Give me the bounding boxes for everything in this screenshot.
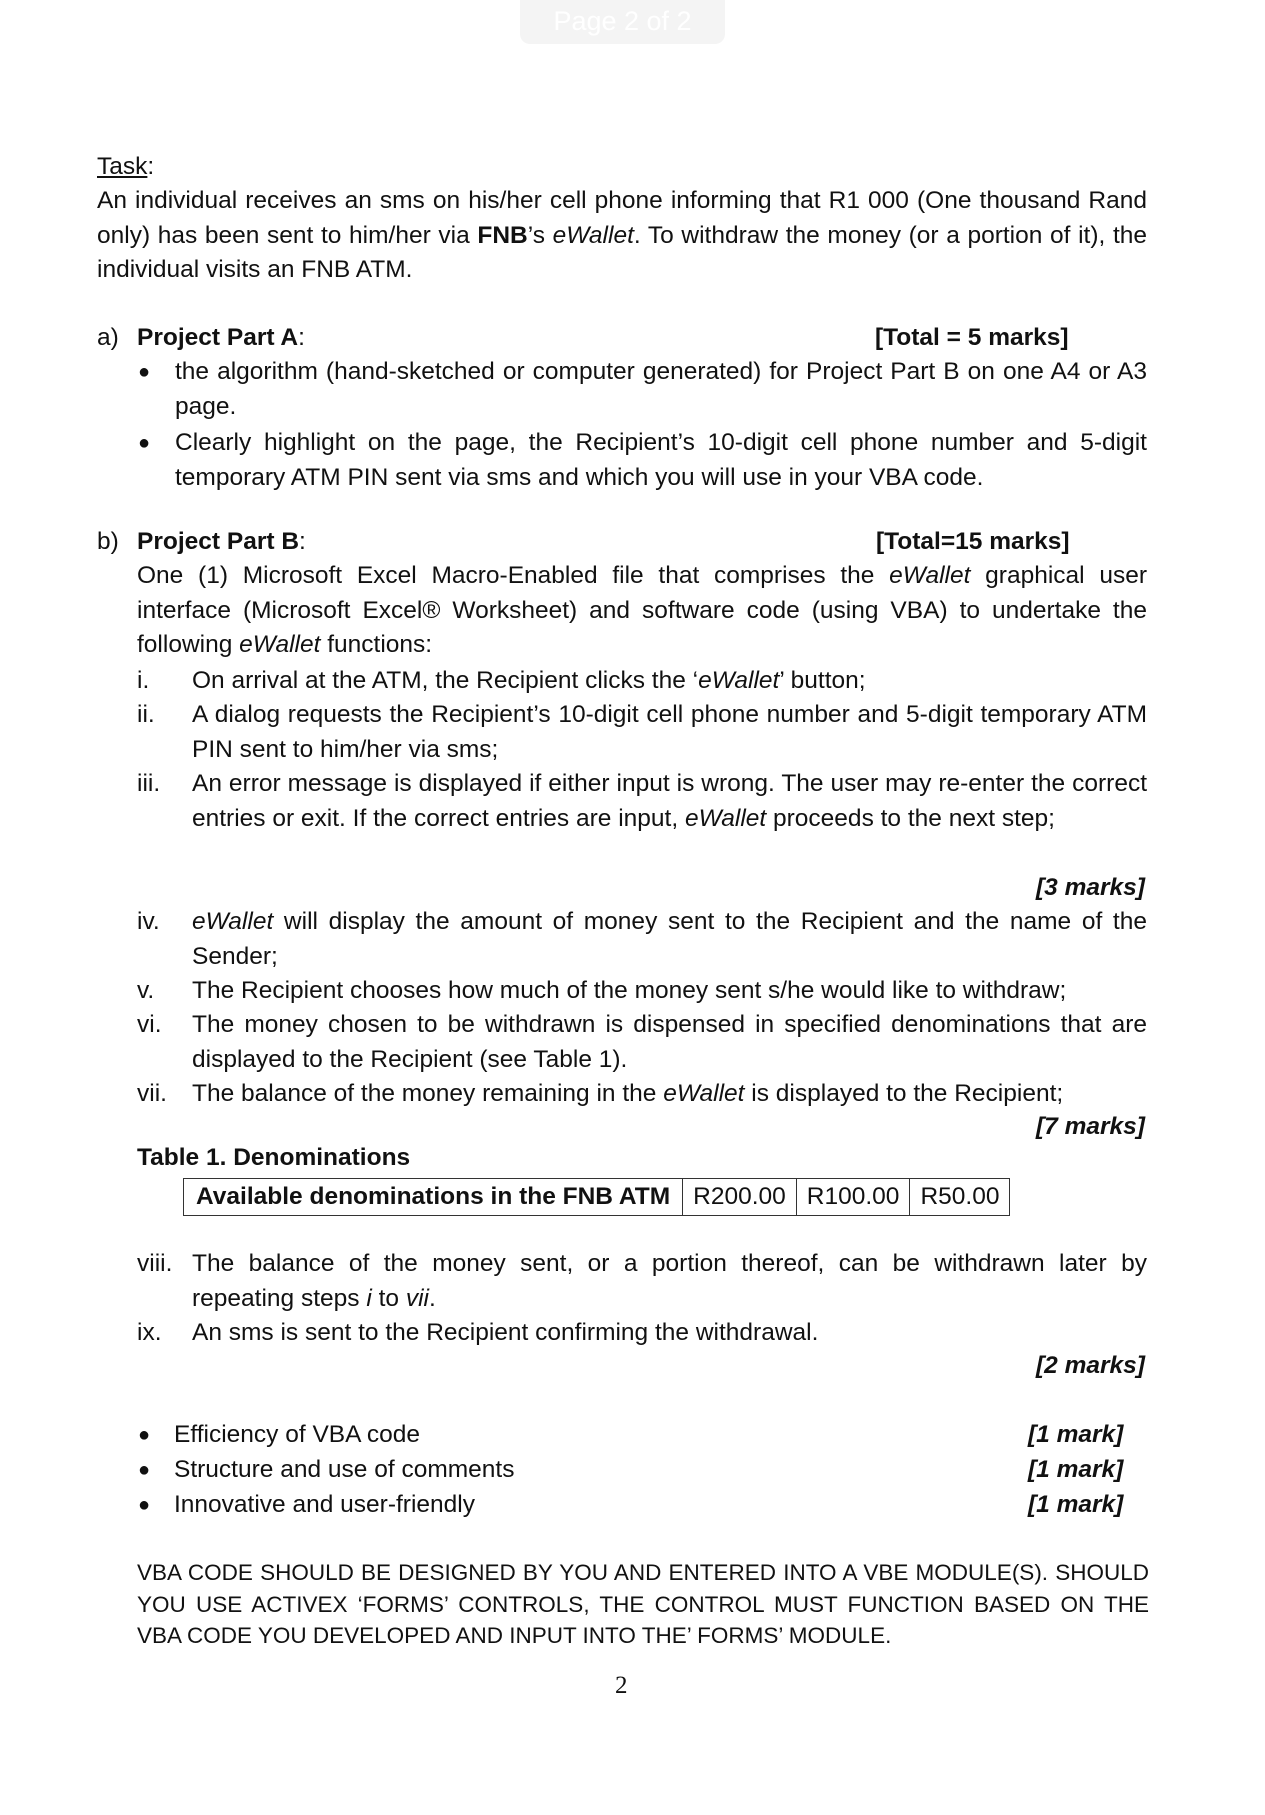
bullet-icon: ● [138,1494,151,1516]
step-i-text: On arrival at the ATM, the Recipient clicks the ‘eWallet’ button; [192,667,866,694]
criteria-2-marks: [1 mark] [1028,1456,1124,1483]
step-viii-num: viii. [137,1250,173,1277]
step-ix-num: ix. [137,1319,162,1346]
marks-3: [3 marks] [1036,874,1145,901]
part-a-bullet-1: the algorithm (hand-sketched or computer generated) for Project Part B on one A4 or A3 page. [175,358,1147,420]
step-v-text: The Recipient chooses how much of the money sent s/he would like to withdraw; [192,977,1067,1004]
denominations-table [183,1178,1010,1216]
criteria-2-text: Structure and use of comments [174,1456,515,1483]
step-vi-num: vi. [137,1011,162,1038]
marks-7: [7 marks] [1036,1113,1145,1140]
bullet-icon: ● [138,1424,151,1446]
step-vii-num: vii. [137,1080,167,1107]
bullet-icon: ● [138,361,151,383]
part-a-title: Project Part A: [137,324,305,351]
denomination-cell: R200.00 [683,1179,797,1216]
step-ix-text: An sms is sent to the Recipient confirming the withdrawal. [192,1319,819,1346]
step-iii-num: iii. [137,770,161,797]
denomination-cell: R100.00 [796,1179,910,1216]
step-iv-num: iv. [137,908,160,935]
part-a-label: a) [97,324,119,351]
step-iv-text: eWallet will display the amount of money sent to the Recipient and the name of the Sender; [192,908,1147,970]
criteria-1-text: Efficiency of VBA code [174,1421,421,1448]
denomination-cell: R50.00 [910,1179,1010,1216]
step-v-num: v. [137,977,155,1004]
bullet-icon: ● [138,432,151,454]
task-paragraph: An individual receives an sms on his/her cell phone informing that R1 000 (One thousand Rand only) has been sent to him/her via FNB’s eWallet. To withdraw the money (or a portion of it), the individual visits an FNB ATM. [97,187,1148,283]
page-number: 2 [615,1672,628,1699]
criteria-1-marks: [1 mark] [1028,1421,1124,1448]
part-b-intro: One (1) Microsoft Excel Macro-Enabled file that comprises the eWallet graphical user interface (Microsoft Excel® Worksheet) and software code (using VBA) to undertake the following eWallet functions: [137,562,1147,658]
step-iii-text: An error message is displayed if either input is wrong. The user may re-enter the correct entries or exit. If the correct entries are input, eWallet proceeds to the next step; [192,770,1147,832]
table-header-cell: Available denominations in the FNB ATM [184,1179,683,1216]
page-indicator: Page 2 of 2 [520,0,725,44]
part-a-bullet-2: Clearly highlight on the page, the Recipient’s 10-digit cell phone number and 5-digit temporary ATM PIN sent via sms and which you will use in your VBA code. [175,429,1147,491]
table-caption: Table 1. Denominations [137,1144,411,1171]
step-vi-text: The money chosen to be withdrawn is dispensed in specified denominations that are displayed to the Recipient (see Table 1). [192,1011,1147,1073]
step-ii-text: A dialog requests the Recipient’s 10-digit cell phone number and 5-digit temporary ATM PIN sent to him/her via sms; [192,701,1147,763]
criteria-3-marks: [1 mark] [1028,1491,1124,1518]
bullet-icon: ● [138,1459,151,1481]
step-i-num: i. [137,667,150,694]
part-b-label: b) [97,528,119,555]
part-b-title: Project Part B: [137,528,306,555]
marks-2: [2 marks] [1036,1352,1145,1379]
criteria-3-text: Innovative and user-friendly [174,1491,475,1518]
part-b-total: [Total=15 marks] [876,528,1070,555]
task-heading: Task: [97,153,155,180]
step-vii-text: The balance of the money remaining in the eWallet is displayed to the Recipient; [192,1080,1064,1107]
part-a-total: [Total = 5 marks] [875,324,1069,351]
table-row [184,1179,1010,1216]
vba-notice: VBA CODE SHOULD BE DESIGNED BY YOU AND ENTERED INTO A VBE MODULE(S). SHOULD YOU USE ACTIVEX ‘FORMS’ CONTROLS, THE CONTROL MUST FUNCTION BASED ON THE VBA CODE YOU DEVELOPED AND INPUT INTO THE’ FORMS’ MODULE. [137,1560,1149,1648]
step-viii-text: The balance of the money sent, or a portion thereof, can be withdrawn later by repeating steps i to vii. [192,1250,1147,1312]
step-ii-num: ii. [137,701,155,728]
